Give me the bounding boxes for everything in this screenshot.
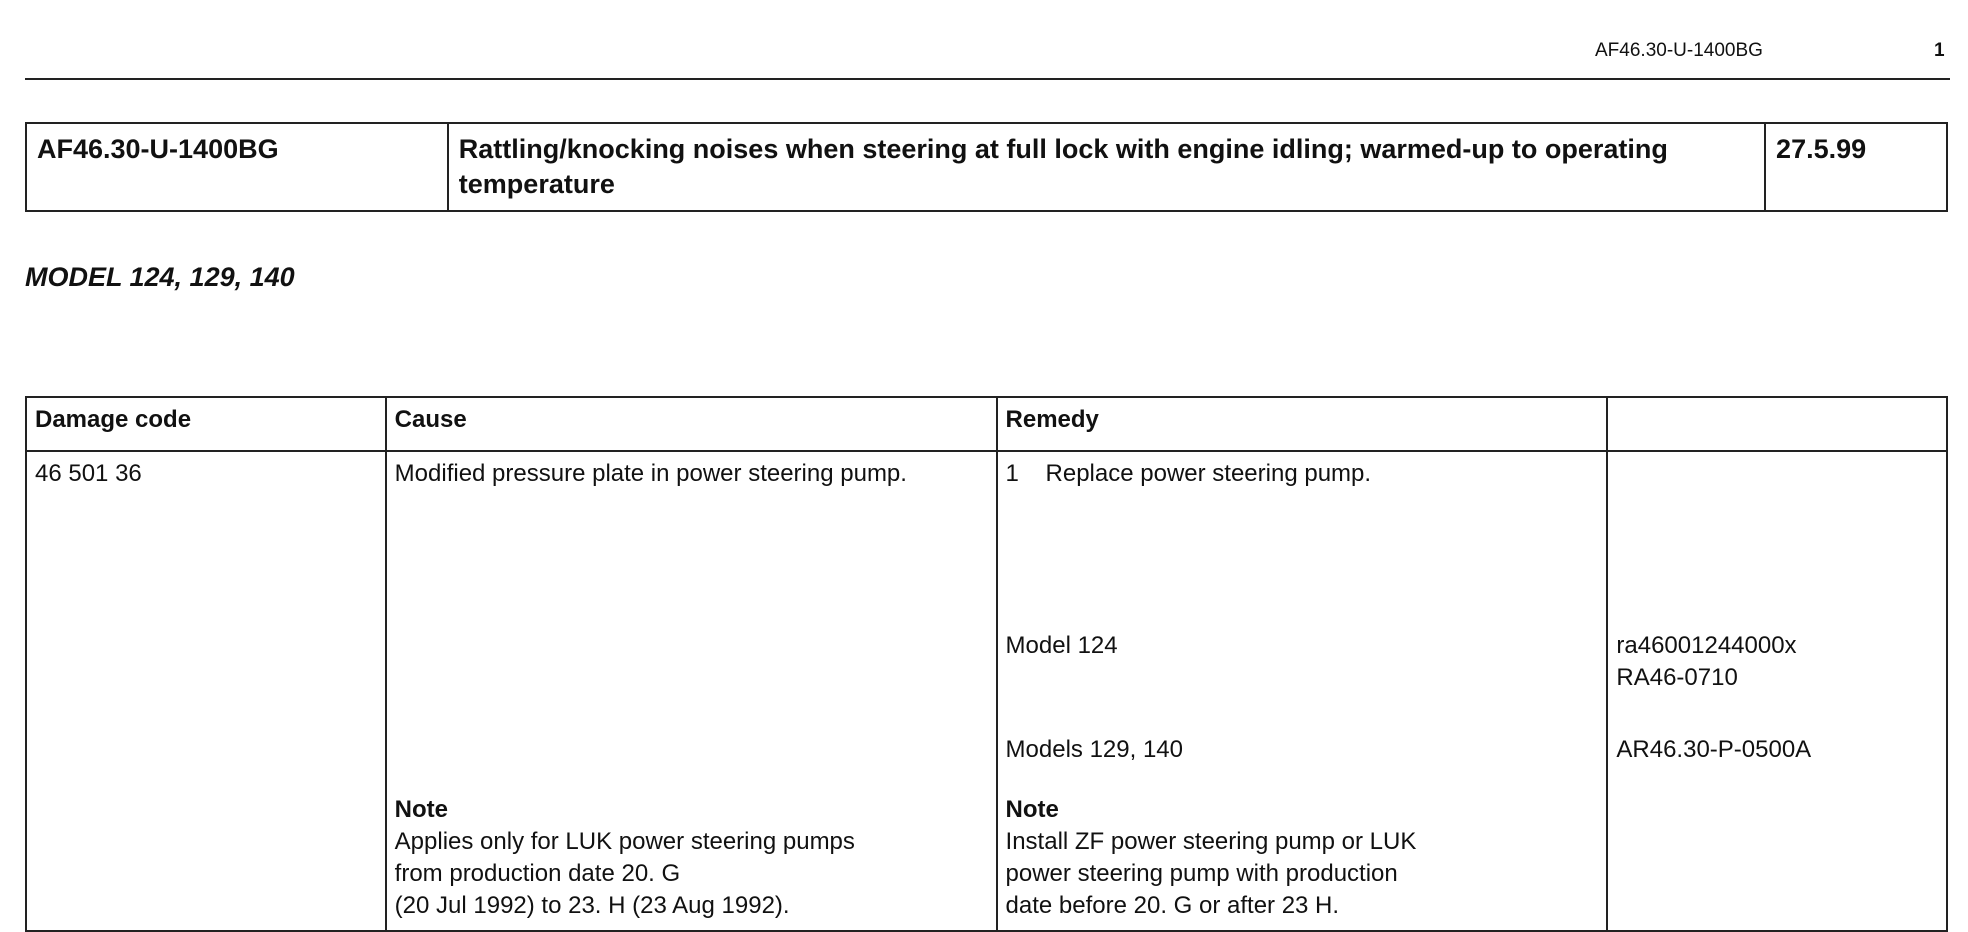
cause-text: Modified pressure plate in power steering pump. <box>394 460 907 487</box>
model-124-refs <box>1616 630 1938 694</box>
cause-cell <box>386 451 997 931</box>
title-doc-code: AF46.30-U-1400BG <box>26 123 448 211</box>
remedy-step-number: 1 <box>1005 460 1019 487</box>
header-rule <box>25 78 1950 80</box>
cause-note-line: (20 Jul 1992) to 23. H (23 Aug 1992). <box>394 892 790 919</box>
cause-note-line: Applies only for LUK power steering pumps <box>394 828 855 855</box>
model-124-ref: RA46-0710 <box>1616 664 1738 691</box>
remedy-cell <box>997 451 1608 931</box>
table-row <box>26 451 1947 931</box>
model-124-ref: ra46001244000x <box>1616 632 1797 659</box>
header-cause: Cause <box>386 397 997 451</box>
remedy-model-124: Model 124 <box>1005 632 1118 659</box>
models-line: MODEL 124, 129, 140 <box>25 262 295 292</box>
remedy-note-title: Note <box>1005 796 1059 823</box>
header-remedy: Remedy <box>997 397 1608 451</box>
header-reference <box>1607 397 1947 451</box>
models-129-140-ref: AR46.30-P-0500A <box>1616 736 1812 763</box>
title-block <box>25 122 1948 212</box>
header-damage-code: Damage code <box>26 397 386 451</box>
reference-cell <box>1607 451 1947 931</box>
running-header-doc-code: AF46.30-U-1400BG <box>1595 40 1763 61</box>
remedy-step <box>1006 458 1599 490</box>
damage-code-cell <box>26 451 386 931</box>
title-date: 27.5.99 <box>1765 123 1947 211</box>
cause-note-title: Note <box>394 796 449 823</box>
remedy-note-line: power steering pump with production <box>1005 860 1398 887</box>
table-header-row <box>26 397 1947 451</box>
remedy-note <box>1006 794 1599 922</box>
remedy-note-line: Install ZF power steering pump or LUK <box>1005 828 1417 855</box>
remedy-step-text: Replace power steering pump. <box>1045 460 1372 487</box>
remedy-models-129-140: Models 129, 140 <box>1005 736 1183 763</box>
cause-note-line: from production date 20. G <box>394 860 681 887</box>
title-description: Rattling/knocking noises when steering at full lock with engine idling; warmed-up to operating temperature <box>448 123 1765 211</box>
page-number: 1 <box>1934 40 1945 61</box>
damage-code: 46 501 36 <box>35 460 142 487</box>
damage-table <box>25 396 1948 932</box>
cause-note <box>395 794 988 922</box>
remedy-note-line: date before 20. G or after 23 H. <box>1005 892 1340 919</box>
